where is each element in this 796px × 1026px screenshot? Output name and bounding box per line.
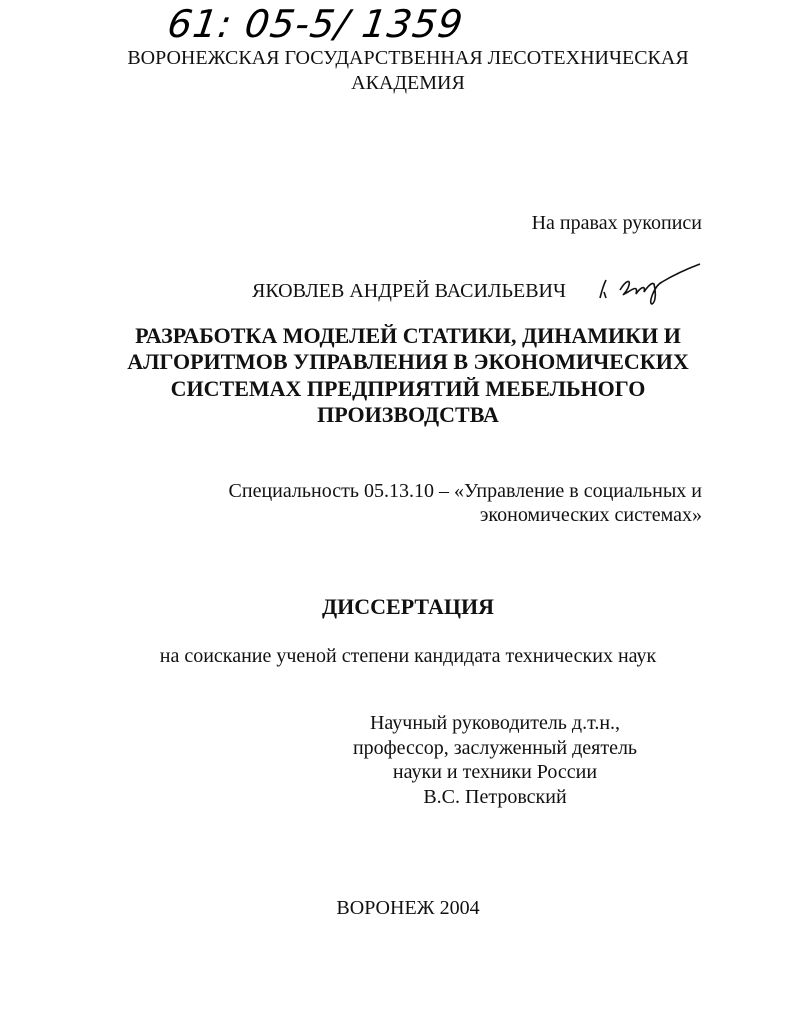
title-line-1: РАЗРАБОТКА МОДЕЛЕЙ СТАТИКИ, ДИНАМИКИ И [135,323,681,348]
supervisor-name: В.С. Петровский [423,786,567,808]
institution-line-1: ВОРОНЕЖСКАЯ ГОСУДАРСТВЕННАЯ ЛЕСОТЕХНИЧЕСКАЯ [127,47,689,69]
specialty-line-1: Специальность 05.13.10 – «Управление в социальных и [228,480,702,502]
degree-text: на соискание ученой степени кандидата технических наук [159,645,657,667]
document-type: ДИССЕРТАЦИЯ [322,594,494,619]
author-name: ЯКОВЛЕВ АНДРЕЙ ВАСИЛЬЕВИЧ [252,280,566,302]
city-year: ВОРОНЕЖ 2004 [336,897,480,919]
supervisor-line-1: Научный руководитель д.т.н., [369,712,621,734]
manuscript-rights: На правах рукописи [531,212,702,234]
supervisor-line-3: науки и техники России [392,761,598,783]
handwritten-archive-number: 61: 05-5/ 1359 [164,2,467,46]
supervisor-line-2: профессор, заслуженный деятель [352,737,638,759]
author-signature [592,262,704,306]
title-line-2: АЛГОРИТМОВ УПРАВЛЕНИЯ В ЭКОНОМИЧЕСКИХ [127,349,689,374]
institution-line-2: АКАДЕМИЯ [351,72,465,94]
title-line-4: ПРОИЗВОДСТВА [317,402,499,427]
specialty-line-2: экономических системах» [479,504,702,526]
title-line-3: СИСТЕМАХ ПРЕДПРИЯТИЙ МЕБЕЛЬНОГО [170,376,646,401]
